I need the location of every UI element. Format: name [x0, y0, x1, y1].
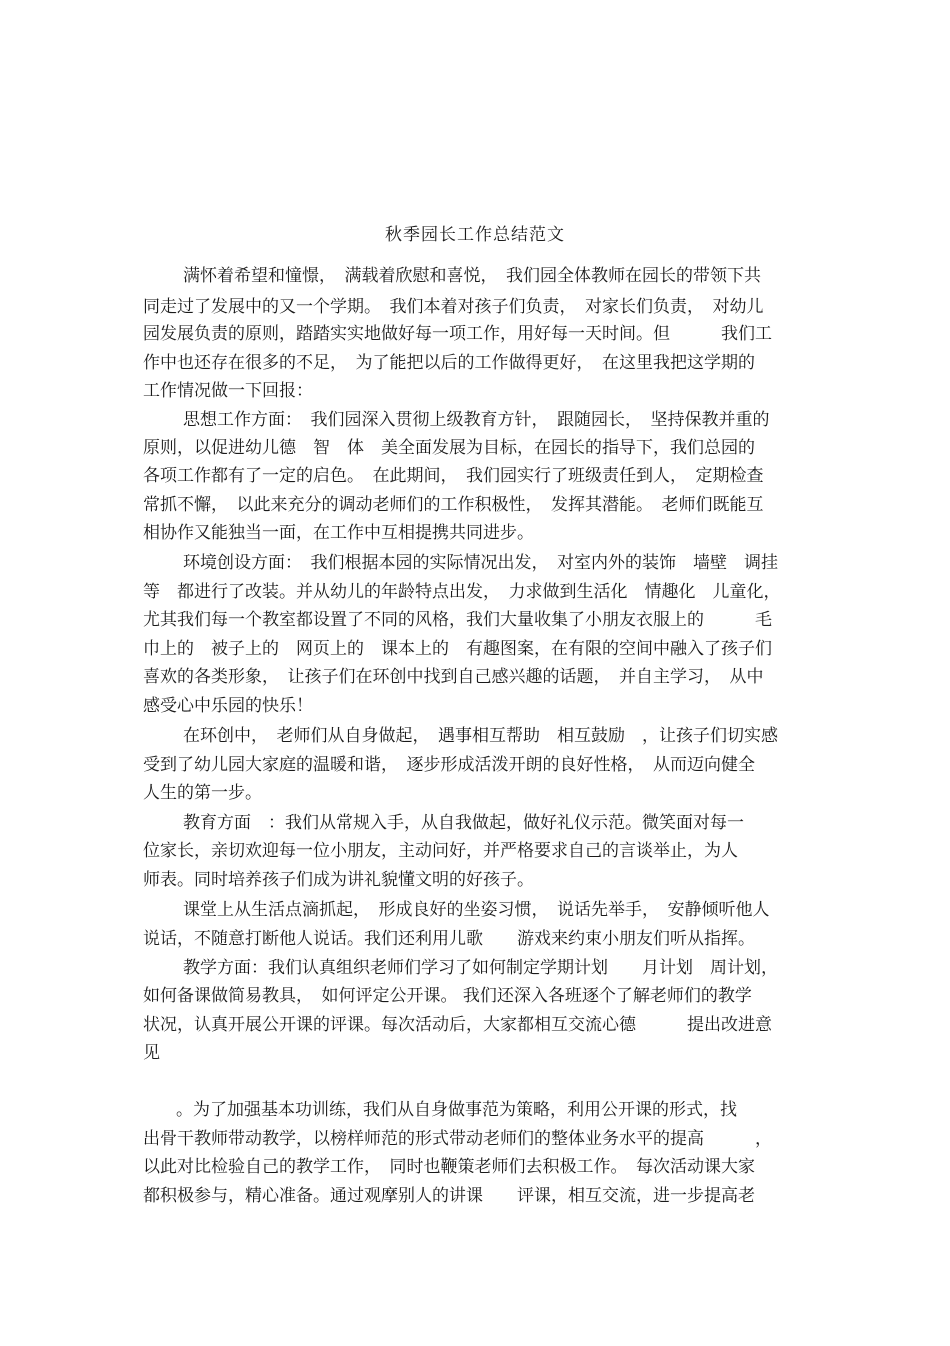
text-line: 相协作又能独当一面，在工作中互相提携共同进步。: [143, 523, 534, 543]
text-line: 教学方面：我们认真组织老师们学习了如何制定学期计划 月计划 周计划，: [183, 958, 778, 978]
text-line: 常抓不懈， 以此来充分的调动老师们的工作积极性， 发挥其潜能。 老师们既能互: [143, 495, 764, 515]
text-line: 出骨干教师带动教学，以榜样师范的形式带动老师们的整体业务水平的提高 ，: [143, 1129, 772, 1149]
text-line: 师表。同时培养孩子们成为讲礼貌懂文明的好孩子。: [143, 870, 534, 890]
text-line: 状况，认真开展公开课的评课。每次活动后，大家都相互交流心德 提出改进意: [143, 1015, 772, 1035]
text-line: 环境创设方面： 我们根据本园的实际情况出发， 对室内外的装饰 墙壁 调挂: [183, 553, 778, 573]
text-line: 如何备课做简易教具， 如何评定公开课。 我们还深入各班逐个了解老师们的教学: [143, 986, 752, 1006]
text-line: 工作情况做一下回报：: [143, 381, 313, 401]
text-line: 满怀着希望和憧憬， 满载着欣慰和喜悦， 我们园全体教师在园长的带领下共: [183, 266, 761, 286]
text-line: 人生的第一步。: [143, 783, 262, 803]
text-line: 见: [143, 1043, 160, 1063]
text-line: 喜欢的各类形象， 让孩子们在环创中找到自己感兴趣的话题， 并自主学习， 从中: [143, 667, 764, 687]
text-line: 尤其我们每一个教室都设置了不同的风格，我们大量收集了小朋友衣服上的 毛: [143, 610, 772, 630]
text-line: 都积极参与，精心准备。通过观摩别人的讲课 评课，相互交流，进一步提高老: [143, 1186, 755, 1206]
text-line: 作中也还存在很多的不足， 为了能把以后的工作做得更好， 在这里我把这学期的: [143, 353, 755, 373]
text-line: 等 都进行了改装。并从幼儿的年龄特点出发， 力求做到生活化 情趣化 儿童化，: [143, 582, 781, 602]
text-line: 教育方面 ：我们从常规入手，从自我做起，做好礼仪示范。微笑面对每一: [183, 813, 744, 833]
text-line: 在环创中， 老师们从自身做起， 遇事相互帮助 相互鼓励 ，让孩子们切实感: [183, 726, 778, 746]
document-title: 秋季园长工作总结范文: [385, 225, 565, 245]
text-line: 。为了加强基本功训练，我们从自身做事范为策略，利用公开课的形式，找: [176, 1100, 737, 1120]
text-line: 位家长，亲切欢迎每一位小朋友，主动问好，并严格要求自己的言谈举止，为人: [143, 841, 738, 861]
text-line: 说话，不随意打断他人说话。我们还利用儿歌 游戏来约束小朋友们听从指挥。: [143, 929, 755, 949]
text-line: 思想工作方面： 我们园深入贯彻上级教育方针， 跟随园长， 坚持保教并重的: [183, 410, 770, 430]
text-line: 以此对比检验自己的教学工作， 同时也鞭策老师们去积极工作。 每次活动课大家: [143, 1157, 755, 1177]
text-line: 受到了幼儿园大家庭的温暖和谐， 逐步形成活泼开朗的良好性格， 从而迈向健全: [143, 755, 755, 775]
text-line: 原则，以促进幼儿德 智 体 美全面发展为目标，在园长的指导下，我们总园的: [143, 438, 755, 458]
text-line: 巾上的 被子上的 网页上的 课本上的 有趣图案，在有限的空间中融入了孩子们: [143, 639, 772, 659]
text-line: 各项工作都有了一定的启色。 在此期间， 我们园实行了班级责任到人， 定期检查: [143, 466, 764, 486]
text-line: 课堂上从生活点滴抓起， 形成良好的坐姿习惯， 说话先举手， 安静倾听他人: [183, 900, 770, 920]
text-line: 园发展负责的原则，踏踏实实地做好每一项工作，用好每一天时间。但 我们工: [143, 324, 772, 344]
text-line: 同走过了发展中的又一个学期。 我们本着对孩子们负责， 对家长们负责， 对幼儿: [143, 297, 764, 317]
text-line: 感受心中乐园的快乐！: [143, 696, 313, 716]
